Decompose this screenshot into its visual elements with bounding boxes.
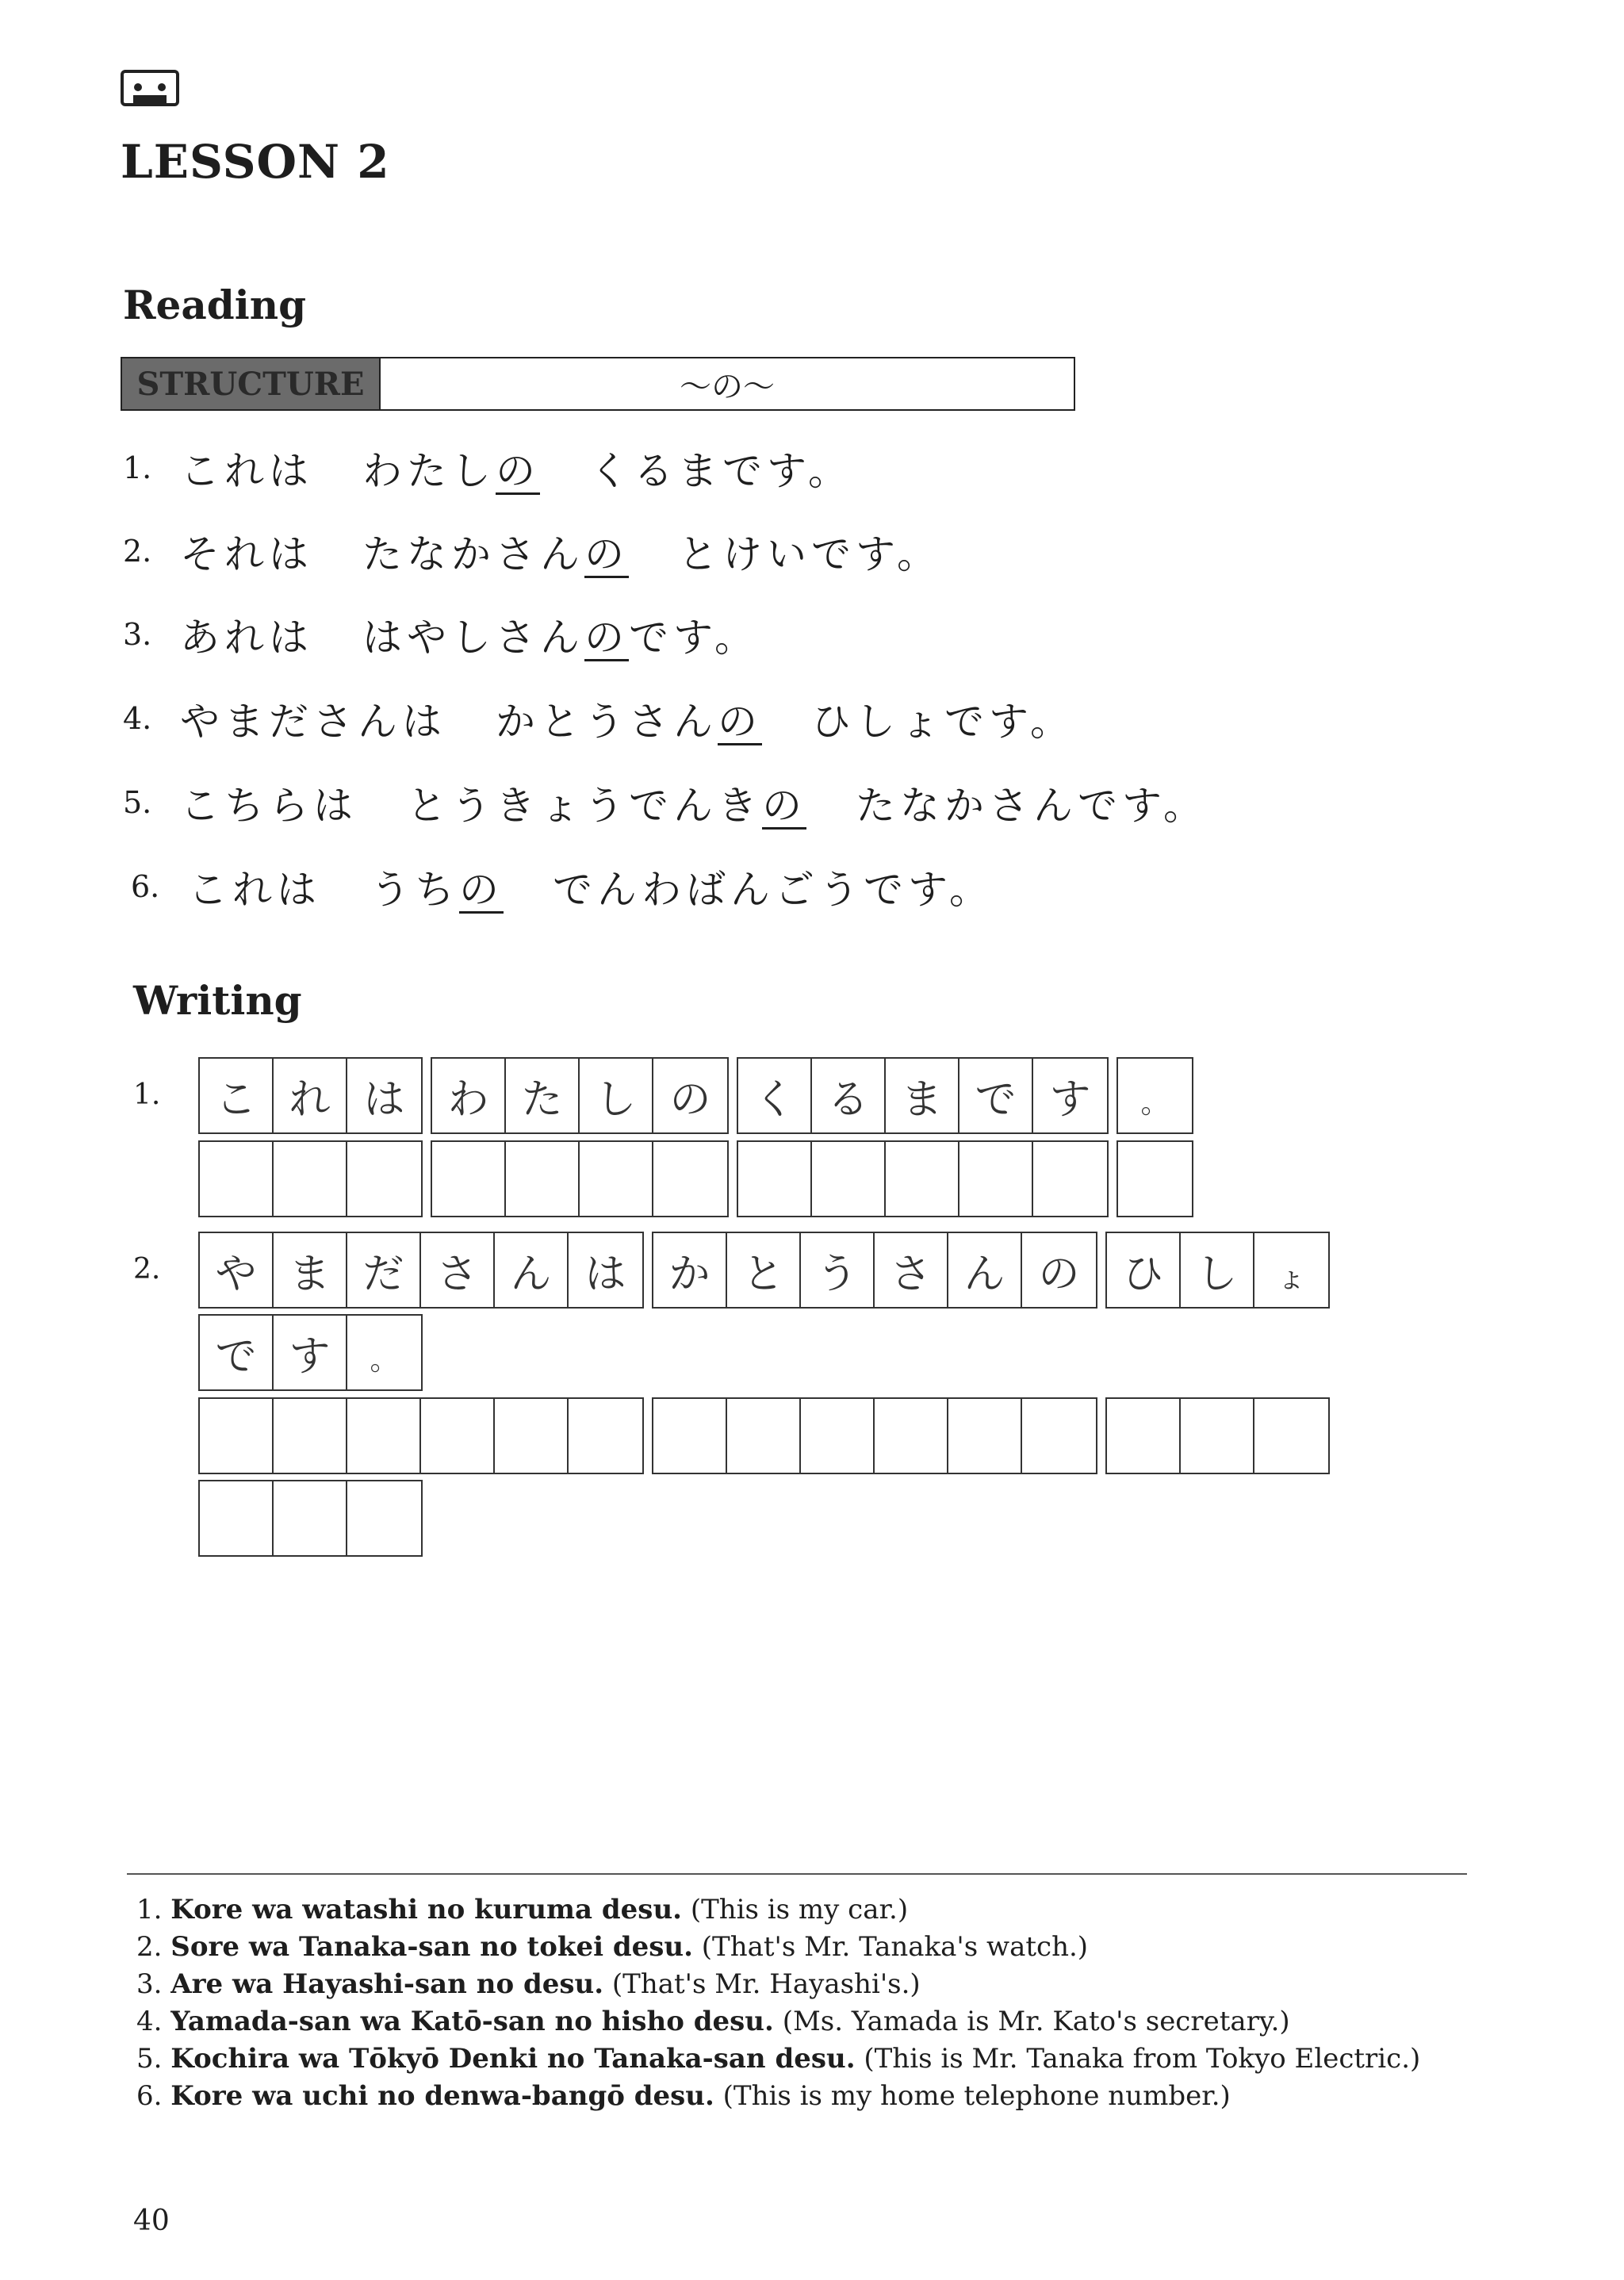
blank-practice-cell[interactable] <box>274 1481 347 1555</box>
model-character-cell: く <box>738 1059 812 1132</box>
blank-practice-cell[interactable] <box>727 1399 801 1473</box>
footnote-romaji: Yamada-san wa Katō-san no hisho desu. <box>170 2006 774 2037</box>
cell-group <box>198 1314 423 1391</box>
blank-practice-cell[interactable] <box>948 1399 1022 1473</box>
sentence-owner: かとうさん <box>496 699 718 745</box>
footnote-divider <box>127 1873 1467 1875</box>
model-character-cell: し <box>1181 1233 1254 1307</box>
sentence-owner: わたし <box>362 448 496 494</box>
model-character-cell: で <box>200 1316 274 1389</box>
blank-practice-cell[interactable] <box>347 1481 421 1555</box>
model-character-cell: ん <box>948 1233 1022 1307</box>
model-character-cell: る <box>812 1059 886 1132</box>
sentence-predicate: とけいです。 <box>678 531 941 577</box>
model-character-cell: や <box>200 1233 274 1307</box>
footnote-translation: (That's Mr. Tanaka's watch.) <box>701 1931 1089 1963</box>
model-character-cell: し <box>580 1059 653 1132</box>
blank-practice-cell[interactable] <box>653 1142 727 1216</box>
model-character-cell: ま <box>274 1233 347 1307</box>
model-character-cell: す <box>1049 1076 1091 1124</box>
practice-row <box>198 1480 431 1557</box>
blank-practice-cell[interactable] <box>801 1399 875 1473</box>
model-character-cell: わ <box>432 1059 506 1132</box>
sentence-topic: それは <box>180 531 313 577</box>
cell-group <box>431 1057 729 1134</box>
blank-practice-cell[interactable] <box>347 1142 421 1216</box>
model-character-cell: だ <box>347 1233 421 1307</box>
blank-practice-cell[interactable] <box>1118 1142 1192 1216</box>
blank-practice-cell[interactable] <box>506 1142 580 1216</box>
blank-practice-cell[interactable] <box>274 1399 347 1473</box>
reading-sentence <box>123 771 1208 834</box>
reading-sentence <box>131 855 994 918</box>
model-character-cell: ょ <box>1277 1262 1306 1294</box>
blank-practice-cell[interactable] <box>580 1142 653 1216</box>
model-character-cell: た <box>506 1059 580 1132</box>
model-character-cell: か <box>653 1233 727 1307</box>
blank-practice-cell[interactable] <box>1107 1399 1181 1473</box>
sentence-topic: やまださんは <box>180 699 446 745</box>
exercise-number: 1. <box>133 1079 161 1111</box>
footnotes <box>136 1891 1420 2115</box>
footnote-number: 3. <box>136 1968 163 2000</box>
model-character-cell: う <box>801 1233 875 1307</box>
model-row <box>198 1057 1201 1134</box>
cell-group <box>1116 1057 1193 1134</box>
cell-group <box>198 1140 423 1217</box>
cell-group <box>198 1397 644 1474</box>
footnote-line <box>136 2003 1420 2041</box>
sentence-topic: こちらは <box>180 783 358 829</box>
footnote-romaji: Sore wa Tanaka-san no tokei desu. <box>170 1931 693 1963</box>
blank-practice-cell[interactable] <box>738 1142 812 1216</box>
blank-practice-cell[interactable] <box>653 1399 727 1473</box>
model-character-cell: ま <box>886 1059 959 1132</box>
sentence-topic: あれは <box>180 615 313 661</box>
model-character-cell: さ <box>875 1233 948 1307</box>
sentence-number: 3. <box>123 617 152 652</box>
sentence-owner: うち <box>370 867 459 913</box>
model-character-cell: れ <box>274 1059 347 1132</box>
blank-practice-cell[interactable] <box>200 1481 274 1555</box>
model-character-cell: と <box>727 1233 801 1307</box>
practice-row <box>198 1140 1201 1217</box>
cell-group <box>1116 1140 1193 1217</box>
blank-practice-cell[interactable] <box>959 1142 1033 1216</box>
particle-no: の <box>496 448 540 494</box>
sentence-number: 4. <box>123 701 152 736</box>
model-character-cell: 。 <box>1140 1087 1170 1120</box>
reading-sentence <box>123 436 852 500</box>
cell-group <box>198 1232 644 1309</box>
sentence-predicate: たなかさんです。 <box>856 783 1208 829</box>
model-character-cell: ひ <box>1107 1233 1181 1307</box>
particle-no: の <box>584 615 629 661</box>
cell-group <box>737 1140 1109 1217</box>
footnote-line <box>136 1929 1420 1966</box>
cell-group <box>1105 1397 1330 1474</box>
footnote-romaji: Kochira wa Tōkyō Denki no Tanaka-san desu. <box>170 2043 856 2075</box>
structure-box <box>121 357 1075 411</box>
reading-heading: Reading <box>123 282 307 328</box>
sentence-number: 6. <box>131 869 160 904</box>
footnote-translation: (This is my home telephone number.) <box>722 2080 1231 2112</box>
cell-group <box>198 1057 423 1134</box>
model-character-cell: は <box>584 1251 626 1298</box>
footnote-translation: (Ms. Yamada is Mr. Kato's secretary.) <box>782 2006 1290 2037</box>
blank-practice-cell[interactable] <box>875 1399 948 1473</box>
footnote-romaji: Kore wa uchi no denwa-bangō desu. <box>170 2080 714 2112</box>
blank-practice-cell[interactable] <box>886 1142 959 1216</box>
blank-practice-cell[interactable] <box>495 1399 569 1473</box>
blank-practice-cell[interactable] <box>347 1399 421 1473</box>
blank-practice-cell[interactable] <box>569 1399 642 1473</box>
footnote-number: 5. <box>136 2043 163 2075</box>
footnote-romaji: Are wa Hayashi-san no desu. <box>170 1968 604 2000</box>
model-character-cell: で <box>959 1059 1033 1132</box>
model-character-cell: は <box>363 1076 405 1124</box>
cell-group <box>198 1480 423 1557</box>
particle-no: の <box>718 699 762 745</box>
sentence-predicate: です。 <box>629 615 759 661</box>
blank-practice-cell[interactable] <box>200 1142 274 1216</box>
blank-practice-cell[interactable] <box>1254 1399 1328 1473</box>
footnote-line <box>136 1966 1420 2003</box>
sentence-owner: はやしさん <box>362 615 584 661</box>
model-character-cell: さ <box>421 1233 495 1307</box>
cell-group <box>737 1057 1109 1134</box>
writing-heading: Writing <box>133 977 302 1024</box>
reading-sentence <box>123 519 941 583</box>
model-character-cell: 。 <box>370 1344 399 1377</box>
cell-group <box>431 1140 729 1217</box>
blank-practice-cell[interactable] <box>1181 1399 1254 1473</box>
footnote-translation: (That's Mr. Hayashi's.) <box>611 1968 921 2000</box>
sentence-owner: たなかさん <box>362 531 584 577</box>
model-character-cell: す <box>274 1316 347 1389</box>
sentence-predicate: でんわばんごうです。 <box>553 867 994 913</box>
footnote-line <box>136 1891 1420 1929</box>
model-character-cell: の <box>669 1076 711 1124</box>
cell-group <box>652 1397 1097 1474</box>
footnote-translation: (This is Mr. Tanaka from Tokyo Electric.) <box>864 2043 1421 2075</box>
structure-label: STRUCTURE <box>122 358 381 409</box>
reading-sentence <box>123 603 759 666</box>
blank-practice-cell[interactable] <box>1033 1142 1107 1216</box>
blank-practice-cell[interactable] <box>200 1399 274 1473</box>
model-row <box>198 1232 1338 1309</box>
footnote-romaji: Kore wa watashi no kuruma desu. <box>170 1894 683 1926</box>
sentence-predicate: くるまです。 <box>589 448 852 494</box>
cell-group <box>1105 1232 1330 1309</box>
footnote-line <box>136 2041 1420 2078</box>
model-character-cell: こ <box>200 1059 274 1132</box>
model-character-cell: ん <box>495 1233 569 1307</box>
blank-practice-cell[interactable] <box>432 1142 506 1216</box>
practice-row <box>198 1397 1338 1474</box>
particle-no: の <box>584 531 629 577</box>
sentence-number: 2. <box>123 534 152 569</box>
exercise-number: 2. <box>133 1253 161 1286</box>
sentence-number: 5. <box>123 785 152 820</box>
page-number: 40 <box>133 2205 170 2237</box>
particle-no: の <box>459 867 504 913</box>
structure-pattern: 〜の〜 <box>680 368 775 405</box>
blank-practice-cell[interactable] <box>1022 1399 1096 1473</box>
footnote-translation: (This is my car.) <box>690 1894 909 1926</box>
footnote-number: 2. <box>136 1931 163 1963</box>
particle-no: の <box>762 783 806 829</box>
sentence-topic: これは <box>188 867 321 913</box>
cell-group <box>652 1232 1097 1309</box>
footnote-number: 6. <box>136 2080 163 2112</box>
blank-practice-cell[interactable] <box>274 1142 347 1216</box>
reading-sentence <box>123 687 1074 750</box>
footnote-number: 1. <box>136 1894 163 1926</box>
blank-practice-cell[interactable] <box>812 1142 886 1216</box>
sentence-number: 1. <box>123 450 152 485</box>
model-character-cell: の <box>1038 1251 1080 1298</box>
model-row <box>198 1314 431 1391</box>
footnote-number: 4. <box>136 2006 163 2037</box>
sentence-owner: とうきょうでんき <box>407 783 762 829</box>
lesson-title: LESSON 2 <box>121 135 390 189</box>
sentence-predicate: ひしょです。 <box>811 699 1074 745</box>
footnote-line <box>136 2078 1420 2115</box>
cassette-tape-icon <box>121 70 179 106</box>
sentence-topic: これは <box>180 448 313 494</box>
blank-practice-cell[interactable] <box>421 1399 495 1473</box>
